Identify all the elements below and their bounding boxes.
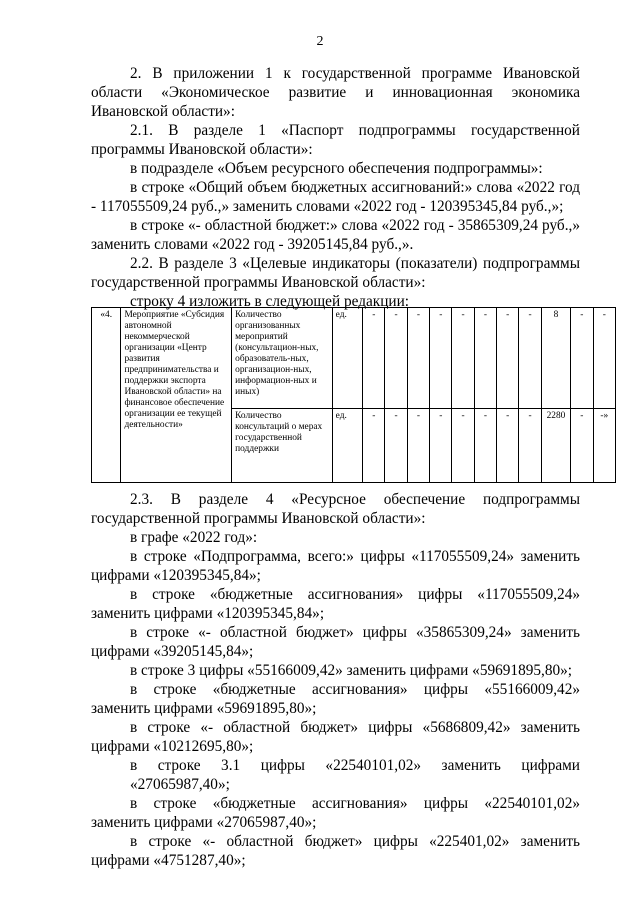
paragraph-change: в строке 3.1 цифры «22540101,02» заменить цифрами «27065987,40»; [130, 757, 580, 793]
indicator-cell: Количество организованных мероприятий (консультацион-ных, образователь-ных, организацион-ных, информацион-ных и иных) [232, 308, 333, 409]
value-cell: 8 [541, 308, 570, 409]
value-cell: - [407, 409, 429, 483]
table-row [92, 308, 616, 409]
paragraph-change: в строке «бюджетные ассигнования» цифры «55166009,42» заменить цифрами «59691895,80»; [91, 681, 580, 717]
paragraph-regional-budget: в строке «- областной бюджет:» слова «2022 год - 35865309,24 руб.,» заменить словами «2022 год - 39205145,84 руб.,». [91, 217, 580, 253]
value-cell: - [385, 409, 407, 483]
row-number-cell: «4. [92, 308, 121, 483]
value-cell: - [430, 308, 452, 409]
text-block-top [91, 64, 580, 311]
paragraph-change: в строке 3 цифры «55166009,42» заменить цифрами «59691895,80»; [130, 662, 573, 679]
value-cell: - [497, 308, 519, 409]
paragraph-2-3: 2.3. В разделе 4 «Ресурсное обеспечение подпрограммы государственной программы Ивановской области»: [91, 491, 580, 527]
paragraph-2-1: 2.1. В разделе 1 «Паспорт подпрограммы государственной программы Ивановской области»: [91, 122, 580, 158]
value-cell: - [430, 409, 452, 483]
value-cell: - [452, 409, 474, 483]
value-cell: - [407, 308, 429, 409]
paragraph-change: в строке «- областной бюджет» цифры «35865309,24» заменить цифрами «39205145,84»; [91, 624, 580, 660]
paragraph-row-4: строку 4 изложить в следующей редакции: [130, 293, 410, 310]
value-cell: - [363, 308, 385, 409]
paragraph-column-2022: в графе «2022 год»: [130, 529, 258, 546]
value-cell: - [363, 409, 385, 483]
value-cell: - [497, 409, 519, 483]
paragraph-change: в строке «Подпрограмма, всего:» цифры «117055509,24» заменить цифрами «120395345,84»; [91, 548, 580, 584]
value-cell: - [474, 308, 496, 409]
value-cell: - [385, 308, 407, 409]
paragraph-total-row: в строке «Общий объем бюджетных ассигнований:» слова «2022 год - 117055509,24 руб.,» заменить словами «2022 год - 120395345,84 руб.,»; [91, 179, 580, 215]
value-cell: - [452, 308, 474, 409]
value-cell: - [474, 409, 496, 483]
paragraph-2-2: 2.2. В разделе 3 «Целевые индикаторы (показатели) подпрограммы государственной программы Ивановской области»: [91, 255, 580, 291]
paragraph-change: в строке «бюджетные ассигнования» цифры «22540101,02» заменить цифрами «27065987,40»; [91, 795, 580, 831]
page-number: 2 [316, 34, 324, 49]
indicator-table [91, 307, 616, 483]
paragraph-change: в строке «- областной бюджет» цифры «5686809,42» заменить цифрами «10212695,80»; [91, 719, 580, 755]
value-cell: - [519, 409, 541, 483]
paragraph-change: в строке «бюджетные ассигнования» цифры «117055509,24» заменить цифрами «120395345,84»; [91, 586, 580, 622]
paragraph-subsection: в подразделе «Объем ресурсного обеспечения подпрограммы»: [130, 160, 543, 177]
unit-cell: ед. [332, 409, 362, 483]
paragraph-change: в строке «- областной бюджет» цифры «225401,02» заменить цифрами «4751287,40»; [91, 833, 580, 869]
unit-cell: ед. [332, 308, 362, 409]
value-cell: - [571, 409, 593, 483]
value-cell: 2280 [541, 409, 570, 483]
value-cell: - [593, 308, 616, 409]
event-cell: Мероприятие «Субсидия автономной некоммерческой организации «Центр развития предпринимательства и поддержки экспорта Ивановской области» на финансовое обеспечение организации ее текущей деятельности» [121, 308, 232, 483]
text-block-bottom [91, 490, 580, 870]
value-cell: -» [593, 409, 616, 483]
value-cell: - [571, 308, 593, 409]
value-cell: - [519, 308, 541, 409]
indicator-cell: Количество консультаций о мерах государственной поддержки [232, 409, 333, 483]
paragraph-2: 2. В приложении 1 к государственной программе Ивановской области «Экономическое развитие и инновационная экономика Ивановской области»: [91, 65, 580, 120]
